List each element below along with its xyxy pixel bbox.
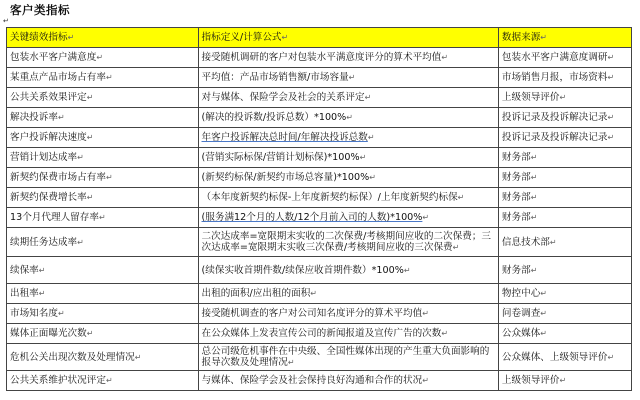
cell-definition: （本年度新契约标保-上年度新契约标保）/上年度新契约标保↵ bbox=[198, 188, 498, 208]
cell-source: 公众媒体、上级领导评价↵ bbox=[498, 344, 631, 371]
cell-indicator: 公共关系维护状况评定↵ bbox=[7, 371, 199, 391]
table-row bbox=[7, 208, 632, 228]
table-row bbox=[7, 68, 632, 88]
table-row bbox=[7, 371, 632, 391]
table-row bbox=[7, 324, 632, 344]
table-header-row bbox=[7, 28, 632, 48]
cell-source: 市场销售月报，市场资料↵ bbox=[498, 68, 631, 88]
table-row bbox=[7, 304, 632, 324]
cell-indicator: 解决投诉率↵ bbox=[7, 108, 199, 128]
cell-indicator: 续保率↵ bbox=[7, 257, 199, 284]
cell-indicator: 续期任务达成率↵ bbox=[7, 228, 199, 257]
cell-source: 信息技术部↵ bbox=[498, 228, 631, 257]
table-row bbox=[7, 257, 632, 284]
table-row bbox=[7, 128, 632, 148]
table-row bbox=[7, 148, 632, 168]
cell-definition: 在公众媒体上发表宣传公司的新闻报道及宣传广告的次数↵ bbox=[198, 324, 498, 344]
cell-source: 问卷调查↵ bbox=[498, 304, 631, 324]
cell-indicator: 营销计划达成率↵ bbox=[7, 148, 199, 168]
table-row bbox=[7, 284, 632, 304]
cell-indicator: 出租率↵ bbox=[7, 284, 199, 304]
cell-definition: 年客户投诉解决总时间/年解决投诉总数↵ bbox=[198, 128, 498, 148]
cell-indicator: 某重点产品市场占有率↵ bbox=[7, 68, 199, 88]
cell-source: 公众媒体↵ bbox=[498, 324, 631, 344]
cell-definition: (服务满12个月的人数/12个月前入司的人数)*100%↵ bbox=[198, 208, 498, 228]
cell-source: 财务部↵ bbox=[498, 168, 631, 188]
cell-definition: 接受随机调研的客户对包装水平满意度评分的算术平均值↵ bbox=[198, 48, 498, 68]
header-source: 数据来源↵ bbox=[498, 28, 631, 48]
cell-source: 财务部↵ bbox=[498, 257, 631, 284]
cell-source: 投诉记录及投诉解决记录↵ bbox=[498, 108, 631, 128]
table-row bbox=[7, 228, 632, 257]
cell-definition: 二次达成率=宽限期末实收的二次保费/考核期间应收的二次保费；三次达成率=宽限期末实收三次保费/考核期间应收的三次保费↵ bbox=[198, 228, 498, 257]
cell-indicator: 市场知名度↵ bbox=[7, 304, 199, 324]
cell-source: 上级领导评价↵ bbox=[498, 88, 631, 108]
cell-source: 财务部↵ bbox=[498, 148, 631, 168]
kpi-table bbox=[6, 27, 632, 391]
cell-indicator: 危机公关出现次数及处理情况↵ bbox=[7, 344, 199, 371]
cell-source: 财务部↵ bbox=[498, 188, 631, 208]
cell-source: 上级领导评价↵ bbox=[498, 371, 631, 391]
cell-indicator: 新契约保费市场占有率↵ bbox=[7, 168, 199, 188]
table-row bbox=[7, 48, 632, 68]
cell-indicator: 公共关系效果评定↵ bbox=[7, 88, 199, 108]
cell-definition: (营销实际标保/营销计划标保)*100%↵ bbox=[198, 148, 498, 168]
table-row bbox=[7, 168, 632, 188]
cell-source: 包装水平客户满意度调研↵ bbox=[498, 48, 631, 68]
cell-source: 物控中心↵ bbox=[498, 284, 631, 304]
cell-definition: 接受随机调查的客户对公司知名度评分的算术平均值↵ bbox=[198, 304, 498, 324]
table-row bbox=[7, 344, 632, 371]
cell-definition: 出租的面积/应出租的面积↵ bbox=[198, 284, 498, 304]
cell-definition: 对与媒体、保险学会及社会的关系评定↵ bbox=[198, 88, 498, 108]
cell-indicator: 客户投诉解决速度↵ bbox=[7, 128, 199, 148]
page-title: 客户类指标 bbox=[10, 3, 70, 17]
cell-source: 财务部↵ bbox=[498, 208, 631, 228]
cell-definition: (解决的投诉数/投诉总数）*100%↵ bbox=[198, 108, 498, 128]
cell-indicator: 媒体正面曝光次数↵ bbox=[7, 324, 199, 344]
cell-definition: 平均值：产品市场销售额/市场容量↵ bbox=[198, 68, 498, 88]
cell-indicator: 新契约保费增长率↵ bbox=[7, 188, 199, 208]
header-definition: 指标定义/计算公式↵ bbox=[198, 28, 498, 48]
cell-definition: (新契约标保/新契约市场总容量)*100%↵ bbox=[198, 168, 498, 188]
cell-definition: 与媒体、保险学会及社会保持良好沟通和合作的状况↵ bbox=[198, 371, 498, 391]
table-row bbox=[7, 88, 632, 108]
table-row bbox=[7, 108, 632, 128]
cell-definition: (续保实收首期件数/续保应收首期件数）*100%↵ bbox=[198, 257, 498, 284]
cell-definition: 总公司级危机事件在中央级、全国性媒体出现的产生重大负面影响的报导次数及处理情况↵ bbox=[198, 344, 498, 371]
table-row bbox=[7, 188, 632, 208]
paragraph-mark-icon: ↵ bbox=[3, 17, 9, 25]
cell-source: 投诉记录及投诉解决记录↵ bbox=[498, 128, 631, 148]
cell-indicator: 13个月代理人留存率↵ bbox=[7, 208, 199, 228]
cell-indicator: 包装水平客户满意度↵ bbox=[7, 48, 199, 68]
header-indicator: 关键绩效指标↵ bbox=[7, 28, 199, 48]
